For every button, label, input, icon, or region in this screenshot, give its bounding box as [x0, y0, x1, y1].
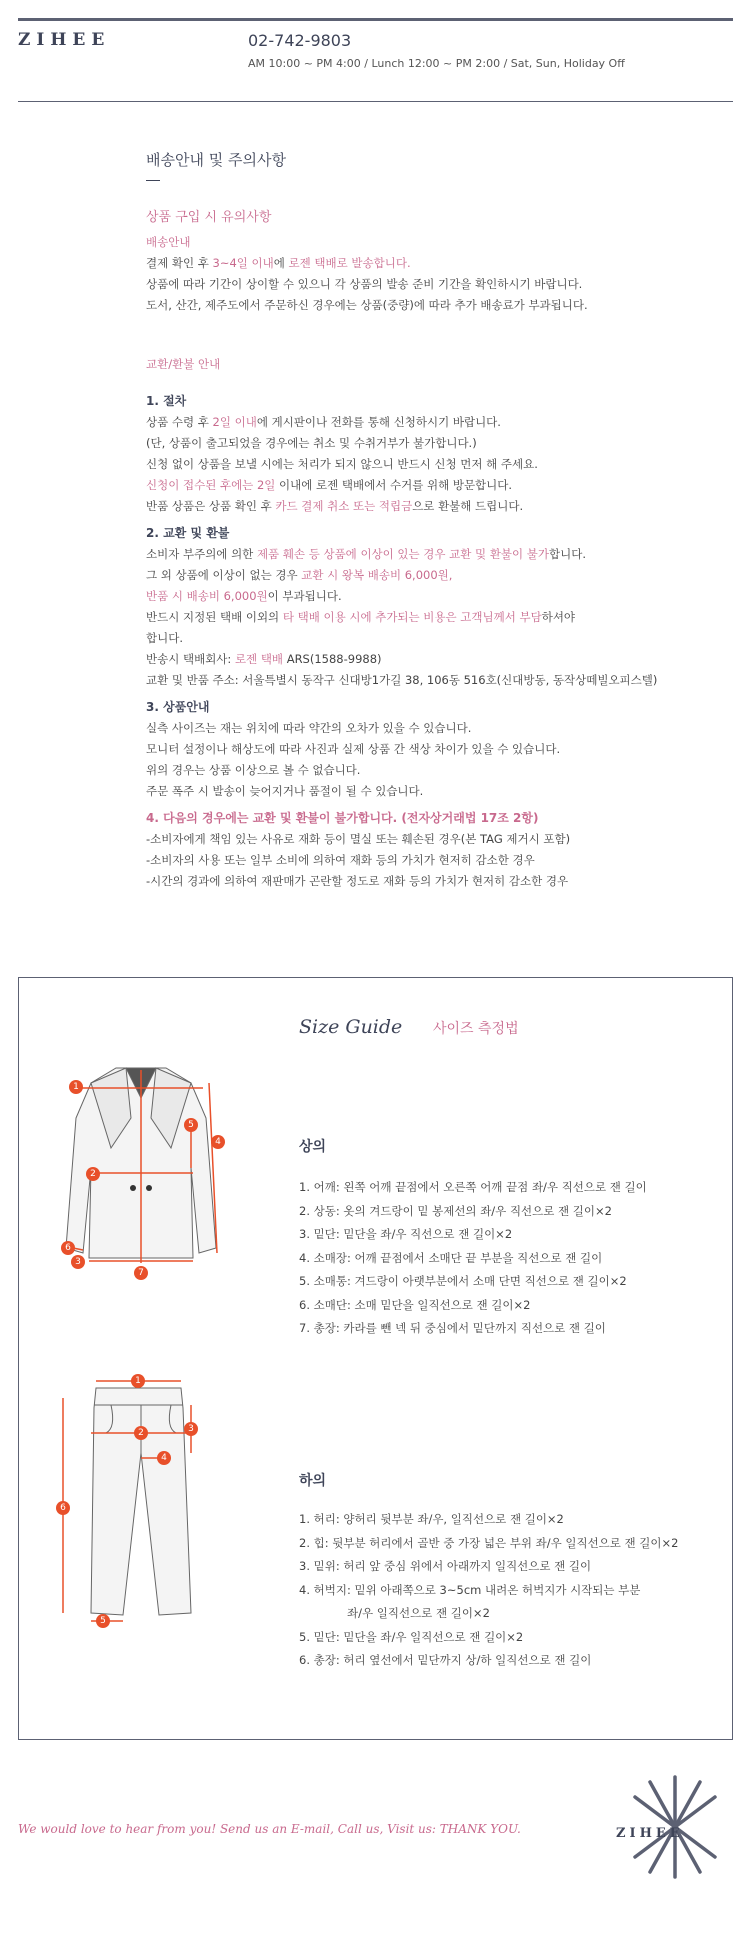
- bottom-measure-item: 1. 허리: 양허리 뒷부분 좌/우, 일직선으로 잰 길이×2: [299, 1512, 564, 1526]
- pants-illustration: [41, 1373, 241, 1633]
- measure-marker-3: 3: [184, 1422, 198, 1436]
- bottom-measure-item: 4. 허벅지: 밑위 아래쪽으로 3~5cm 내려온 허벅지가 시작되는 부분: [299, 1582, 641, 1597]
- bottom-measure-list: [299, 1508, 678, 1673]
- top-measure-item: 5. 소매통: 겨드랑이 아랫부분에서 소매 단면 직선으로 잰 길이×2: [299, 1274, 627, 1288]
- measure-marker-1: 1: [69, 1080, 83, 1094]
- top-measure-item: 7. 총장: 카라를 뺀 넥 뒤 중심에서 밑단까지 직선으로 잰 길이: [299, 1321, 606, 1335]
- procedure-line-4: 신청이 접수된 후에는 2일 이내에 로젠 택배에서 수거를 위해 방문합니다.: [146, 478, 513, 492]
- procedure-title: 1. 절차: [146, 394, 187, 408]
- pants-outline: [91, 1388, 191, 1615]
- shipping-line-3: 도서, 산간, 제주도에서 주문하신 경우에는 상품(중량)에 따라 추가 배송료가 부과됩니다.: [146, 298, 588, 312]
- exchange-line-1: 소비자 부주의에 의한 제품 훼손 등 상품에 이상이 있는 경우 교환 및 환불이 불가합니다.: [146, 547, 586, 561]
- measure-marker-6: 6: [56, 1501, 70, 1515]
- measure-marker-5: 5: [184, 1118, 198, 1132]
- bottom-heading: 하의: [299, 1473, 327, 1489]
- procedure-line-5: 반품 상품은 상품 확인 후 카드 결제 취소 또는 적립금으로 환불해 드립니다.: [146, 499, 524, 513]
- product-info-title: 3. 상품안내: [146, 700, 210, 714]
- exchange-label: 교환/환불 안내: [146, 357, 221, 371]
- exchange-line-4: 반드시 지정된 택배 이외의 타 택배 이용 시에 추가되는 비용은 고객님께서 부담하셔야: [146, 610, 576, 624]
- top-measure-item: 3. 밑단: 밑단을 좌/우 직선으로 잰 길이×2: [299, 1227, 513, 1241]
- header-top-rule: [18, 18, 733, 21]
- measure-marker-4: 4: [211, 1135, 225, 1149]
- section-title: 상품 구입 시 유의사항: [146, 210, 272, 225]
- measure-marker-2: 2: [86, 1167, 100, 1181]
- top-heading: 상의: [299, 1139, 327, 1155]
- shipping-line-2: 상품에 따라 기간이 상이할 수 있으니 각 상품의 발송 준비 기간을 확인하시기 바랍니다.: [146, 277, 583, 291]
- bottom-measure-item: 6. 총장: 허리 옆선에서 밑단까지 상/하 일직선으로 잰 길이: [299, 1653, 592, 1667]
- size-guide-script-title: Size Guide: [299, 1016, 403, 1038]
- measure-marker-5: 5: [96, 1614, 110, 1628]
- size-guide-panel: [18, 977, 733, 1740]
- title-dash: [146, 180, 160, 181]
- measure-marker-3: 3: [71, 1255, 85, 1269]
- exchange-line-3: 반품 시 배송비 6,000원이 부과됩니다.: [146, 589, 342, 603]
- shipping-line-1: 결제 확인 후 3~4일 이내에 로젠 택배로 발송합니다.: [146, 256, 411, 270]
- notice-title: 배송안내 및 주의사항: [146, 151, 286, 169]
- top-measure-list: [299, 1176, 647, 1341]
- measure-marker-4: 4: [157, 1451, 171, 1465]
- bottom-measure-item: 좌/우 일직선으로 잰 길이×2: [347, 1606, 490, 1620]
- exchange-refund-title: 2. 교환 및 환불: [146, 526, 230, 540]
- bottom-measure-item: 5. 밑단: 밑단을 좌/우 일직선으로 잰 길이×2: [299, 1629, 524, 1644]
- top-measure-item: 4. 소매장: 어깨 끝점에서 소매단 끝 부분을 직선으로 잰 길이: [299, 1250, 603, 1265]
- non-refundable-line-3: -시간의 경과에 의하여 재판매가 곤란할 정도로 재화 등의 가치가 현저히 감소한 경우: [146, 874, 569, 888]
- product-info-line-4: 주문 폭주 시 발송이 늦어지거나 품절이 될 수 있습니다.: [146, 784, 424, 798]
- procedure-line-1: 상품 수령 후 2일 이내에 게시판이나 전화를 통해 신청하시기 바랍니다.: [146, 415, 501, 429]
- procedure-line-3: 신청 없이 상품을 보낼 시에는 처리가 되지 않으니 반드시 신청 먼저 해 주세요.: [146, 457, 538, 471]
- header-bottom-rule: [18, 101, 733, 102]
- exchange-line-6: 반송시 택배회사: 로젠 택배 ARS(1588-9988): [146, 652, 382, 666]
- shipping-notice: [146, 150, 706, 892]
- non-refundable-line-1: -소비자에게 책임 있는 사유로 재화 등이 멸실 또는 훼손된 경우(본 TAG 제거시 포함): [146, 832, 571, 846]
- top-measure-item: 1. 어깨: 왼쪽 어깨 끝점에서 오른쪽 어깨 끝점 좌/우 직선으로 잰 길이: [299, 1180, 647, 1194]
- exchange-line-5: 합니다.: [146, 631, 183, 645]
- measure-marker-2: 2: [134, 1426, 148, 1440]
- non-refundable-title: 4. 다음의 경우에는 교환 및 환불이 불가합니다. (전자상거래법 17조 2항): [146, 811, 539, 825]
- contact-phone: 02-742-9803: [248, 31, 352, 50]
- measure-marker-7: 7: [134, 1266, 148, 1280]
- product-info-line-1: 실측 사이즈는 재는 위치에 따라 약간의 오차가 있을 수 있습니다.: [146, 721, 472, 735]
- product-info-line-3: 위의 경우는 상품 이상으로 볼 수 없습니다.: [146, 763, 361, 777]
- exchange-line-2: 그 외 상품에 이상이 없는 경우 교환 시 왕복 배송비 6,000원,: [146, 568, 453, 582]
- non-refundable-line-2: -소비자의 사용 또는 일부 소비에 의하여 재화 등의 가치가 현저히 감소한 경우: [146, 853, 535, 867]
- size-guide-title: 사이즈 측정법: [433, 1021, 519, 1037]
- bottom-measure-item: 2. 힙: 뒷부분 허리에서 골반 중 가장 넓은 부위 좌/우 일직선으로 잰 길이×2: [299, 1535, 679, 1550]
- bottom-measure-item: 3. 밑위: 허리 앞 중심 위에서 아래까지 일직선으로 잰 길이: [299, 1559, 592, 1573]
- shipping-label: 배송안내: [146, 235, 191, 249]
- coat-button: [146, 1185, 152, 1191]
- measure-marker-6: 6: [61, 1241, 75, 1255]
- brand-logo[interactable]: ZIHEE: [18, 30, 111, 50]
- top-measure-item: 6. 소매단: 소매 밑단을 일직선으로 잰 길이×2: [299, 1297, 531, 1312]
- coat-button: [130, 1185, 136, 1191]
- return-address: 교환 및 반품 주소: 서울특별시 동작구 신대방1가길 38, 106동 516호(신대방동, 동작상떼빌오피스텔): [146, 673, 658, 687]
- product-info-line-2: 모니터 설정이나 해상도에 따라 사진과 실제 상품 간 색상 차이가 있을 수 있습니다.: [146, 742, 561, 756]
- measure-marker-1: 1: [131, 1374, 145, 1388]
- top-measure-item: 2. 상동: 옷의 겨드랑이 밑 봉제선의 좌/우 직선으로 잰 길이×2: [299, 1203, 612, 1218]
- footer-logo[interactable]: ZIHEE: [616, 1826, 684, 1841]
- procedure-line-2: (단, 상품이 출고되었을 경우에는 취소 및 수취거부가 불가합니다.): [146, 436, 477, 450]
- footer-message: We would love to hear from you! Send us an E-mail, Call us, Visit us: THANK YOU.: [18, 1822, 521, 1836]
- business-hours: AM 10:00 ~ PM 4:00 / Lunch 12:00 ~ PM 2:00 / Sat, Sun, Holiday Off: [248, 57, 625, 70]
